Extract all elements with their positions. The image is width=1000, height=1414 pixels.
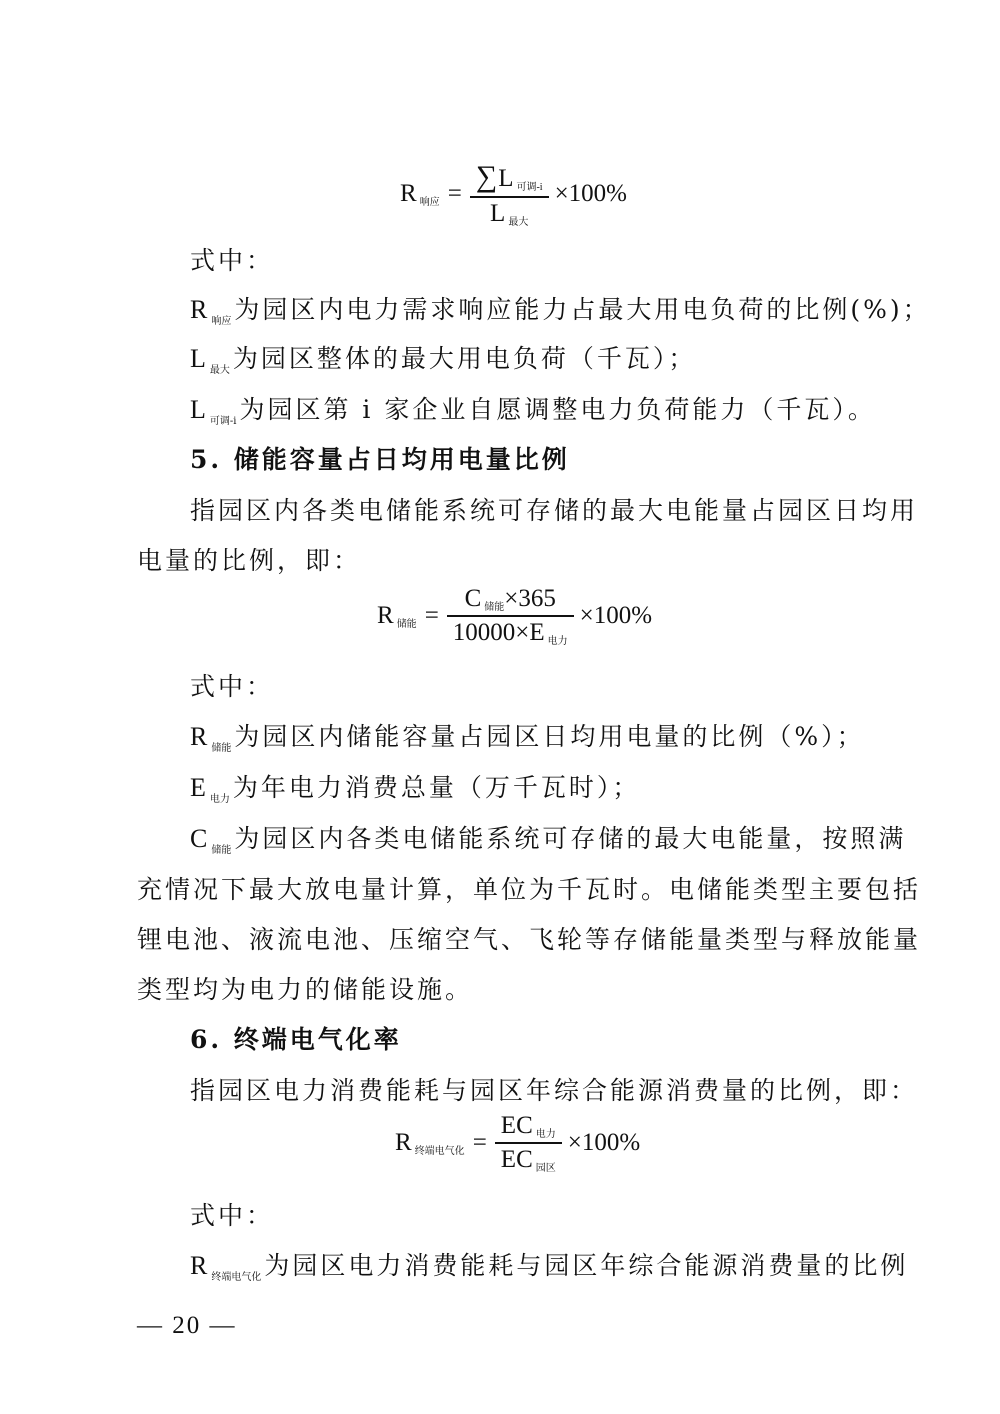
paragraph-6-line-1: 指园区电力消费能耗与园区年综合能源消费量的比例，即： [190, 1076, 919, 1105]
definition-c-storage: C $_{储能}$ 为园区内各类电储能系统可存储的最大电能量，按照满 [190, 824, 907, 856]
denominator-subscript: 电力 [547, 635, 568, 647]
numerator-subscript: 电力 [535, 1129, 556, 1140]
fraction-denominator [447, 617, 574, 647]
definition-r-electrification: R $_{终端电气化}$ 为园区电力消费能耗与园区年综合能源消费量的比例 [190, 1251, 909, 1283]
definition-r-response: R $_{响应}$ 为园区内电力需求响应能力占最大用电负荷的比例(%)； [190, 295, 931, 327]
where-label: 式中： [190, 246, 275, 275]
numerator-variable: L [498, 165, 514, 192]
where-label: 式中： [190, 1201, 275, 1230]
definition-c-storage-line-3: 锂电池、液流电池、压缩空气、飞轮等存储能量类型与释放能量 [137, 925, 922, 954]
formula-electrification-rate [395, 1112, 640, 1174]
fraction [495, 1112, 562, 1174]
formula-lhs-symbol: R [377, 601, 394, 629]
fraction-numerator [495, 1112, 562, 1142]
formula-multiplier: ×100% [567, 1128, 641, 1156]
formula-multiplier: ×100% [554, 179, 628, 207]
fraction-denominator [495, 1144, 562, 1174]
sigma-symbol: ∑ [475, 160, 498, 193]
formula-storage-ratio [377, 585, 652, 647]
denominator-variable: L [490, 199, 506, 227]
definition-r-storage: R $_{储能}$ 为园区内储能容量占园区日均用电量的比例（%）； [190, 722, 865, 754]
formula-response-ratio [400, 160, 627, 228]
formula-lhs-subscript: 储能 [396, 618, 417, 630]
formula-lhs-symbol: R [395, 1128, 412, 1156]
fraction [470, 160, 549, 228]
definition-c-storage-line-2: 充情况下最大放电量计算，单位为千瓦时。电储能类型主要包括 [137, 875, 922, 904]
equals-sign: = [447, 179, 462, 207]
formula-lhs-symbol: R [400, 179, 417, 207]
equals-sign: = [424, 601, 439, 629]
numerator-variable: EC [500, 1112, 533, 1139]
fraction [447, 585, 574, 647]
formula-multiplier: ×100% [579, 601, 653, 629]
definition-l-max: L $_{最大}$ 为园区整体的最大用电负荷（千瓦）； [190, 344, 697, 376]
denominator-subscript: 最大 [508, 216, 529, 228]
section-heading-6: 6. 终端电气化率 [190, 1025, 402, 1054]
formula-lhs-subscript: 响应 [419, 196, 440, 208]
denominator-head: 10000×E [452, 618, 545, 646]
where-label: 式中： [190, 672, 275, 701]
denominator-variable: EC [500, 1145, 533, 1173]
paragraph-5-line-2: 电量的比例，即： [137, 546, 362, 575]
page-number: — 20 — [137, 1312, 237, 1339]
numerator-tail: ×365 [504, 585, 556, 612]
definition-l-adjustable: L $_{可调-i}$ 为园区第 i 家企业自愿调整电力负荷能力（千瓦）。 [190, 395, 876, 427]
denominator-subscript: 园区 [535, 1162, 556, 1174]
section-heading-5: 5. 储能容量占日均用电量比例 [190, 445, 570, 474]
definition-c-storage-line-4: 类型均为电力的储能设施。 [137, 975, 474, 1004]
fraction-numerator [459, 585, 562, 615]
definition-e-power: E $_{电力}$ 为年电力消费总量（万千瓦时）； [190, 773, 641, 805]
numerator-variable: C [464, 585, 482, 612]
paragraph-5-line-1: 指园区内各类电储能系统可存储的最大电能量占园区日均用 [190, 496, 919, 525]
equals-sign: = [472, 1128, 487, 1156]
fraction-numerator [470, 160, 549, 196]
formula-lhs-subscript: 终端电气化 [414, 1145, 465, 1157]
numerator-subscript: 储能 [484, 602, 505, 613]
numerator-subscript: 可调-i [516, 182, 543, 193]
fraction-denominator [484, 198, 534, 228]
